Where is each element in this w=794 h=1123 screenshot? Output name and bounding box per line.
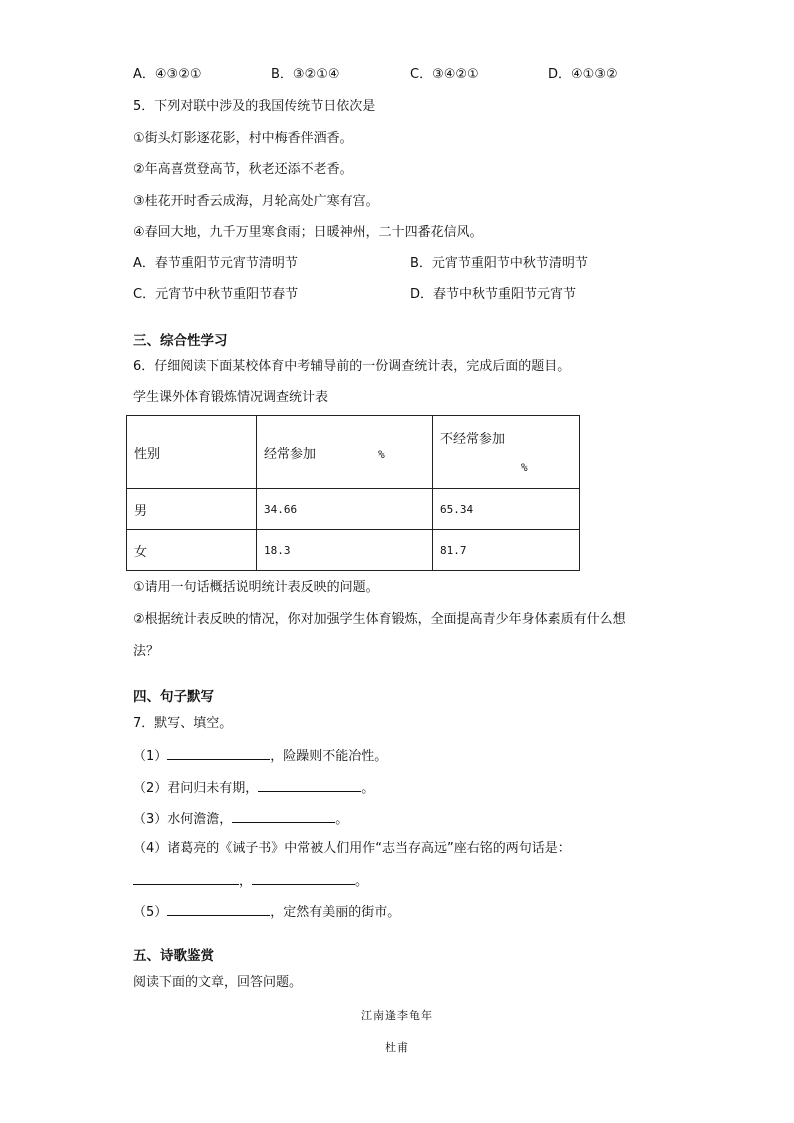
section-4-title: 四、句子默写 [133,689,214,705]
q5-option-a: A．春节重阳节元宵节清明节 [133,256,298,271]
fill-blank[interactable] [167,747,270,760]
poem-title: 江南逢李龟年 [361,1009,433,1022]
fill-item-1: （1） ，险躁则不能冶性。 [133,749,388,764]
cell-notoften: 65.34 [440,502,474,516]
fill-item-4-blanks: ， 。 [133,872,368,890]
fill-blank[interactable] [167,903,270,916]
header-often: 经常参加 [264,446,317,462]
cell-notoften: 81.7 [440,543,467,557]
poem-author: 杜甫 [385,1041,409,1054]
q6-sub-1: ①请用一句话概括说明统计表反映的问题。 [133,580,379,595]
table-row [127,530,580,571]
q6-stem: 6．仔细阅读下面某校体育中考辅导前的一份调查统计表，完成后面的题目。 [133,359,571,374]
q4-option-a: A．④③②① [133,67,202,82]
q5-couplet-3: ③桂花开时香云成海，月轮高处广寒有宫。 [133,194,379,209]
q5-option-c: C．元宵节中秋节重阳节春节 [133,287,299,302]
q7-stem: 7．默写、填空。 [133,716,233,731]
section-3-title: 三、综合性学习 [133,333,228,349]
q5-couplet-2: ②年高喜赏登高节，秋老还添不老香。 [133,162,353,177]
section-5-title: 五、诗歌鉴赏 [133,948,214,964]
fill-blank[interactable] [133,872,239,885]
q6-sub-2-line-2: 法？ [133,644,160,659]
header-gender: 性别 [134,446,161,462]
q4-option-b: B．③②①④ [271,67,340,82]
q5-stem: 5．下列对联中涉及的我国传统节日依次是 [133,99,376,114]
fill-item-5: （5） ，定然有美丽的街市。 [133,905,401,920]
fill-blank[interactable] [252,872,355,885]
header-notoften: 不经常参加 [440,432,506,447]
q5-couplet-1: ①街头灯影逐花影，村中梅香伴酒香。 [133,131,353,146]
cell-gender: 女 [134,544,148,560]
q5-option-d: D．春节中秋节重阳节元宵节 [410,287,577,302]
q5-option-b: B．元宵节重阳节中秋节清明节 [410,256,588,271]
section-5-stem: 阅读下面的文章，回答问题。 [133,975,303,990]
q5-couplet-4: ④春回大地，九千万里寒食雨；日暖神州，二十四番花信风。 [133,225,483,240]
header-notoften-unit: % [521,461,528,474]
cell-often: 34.66 [264,502,298,516]
fill-blank[interactable] [232,810,335,823]
q4-option-d: D．④①③② [548,67,618,82]
header-often-unit: % [378,447,385,461]
table-header-row [127,416,580,489]
q4-option-c: C．③④②① [410,67,479,82]
fill-item-2: （2）君问归未有期， 。 [133,781,375,796]
cell-gender: 男 [134,503,148,519]
table-row [127,489,580,530]
fill-blank[interactable] [258,779,361,792]
survey-table [126,415,580,571]
fill-item-4: （4）诸葛亮的《诫子书》中常被人们用作“志当存高远”座右铭的两句话是： [133,841,571,856]
cell-often: 18.3 [264,543,291,557]
survey-table-title: 学生课外体育锻炼情况调查统计表 [133,390,329,405]
q6-sub-2-line-1: ②根据统计表反映的情况，你对加强学生体育锻炼，全面提高青少年身体素质有什么想 [133,612,626,627]
fill-item-3: （3）水何澹澹， 。 [133,812,349,827]
